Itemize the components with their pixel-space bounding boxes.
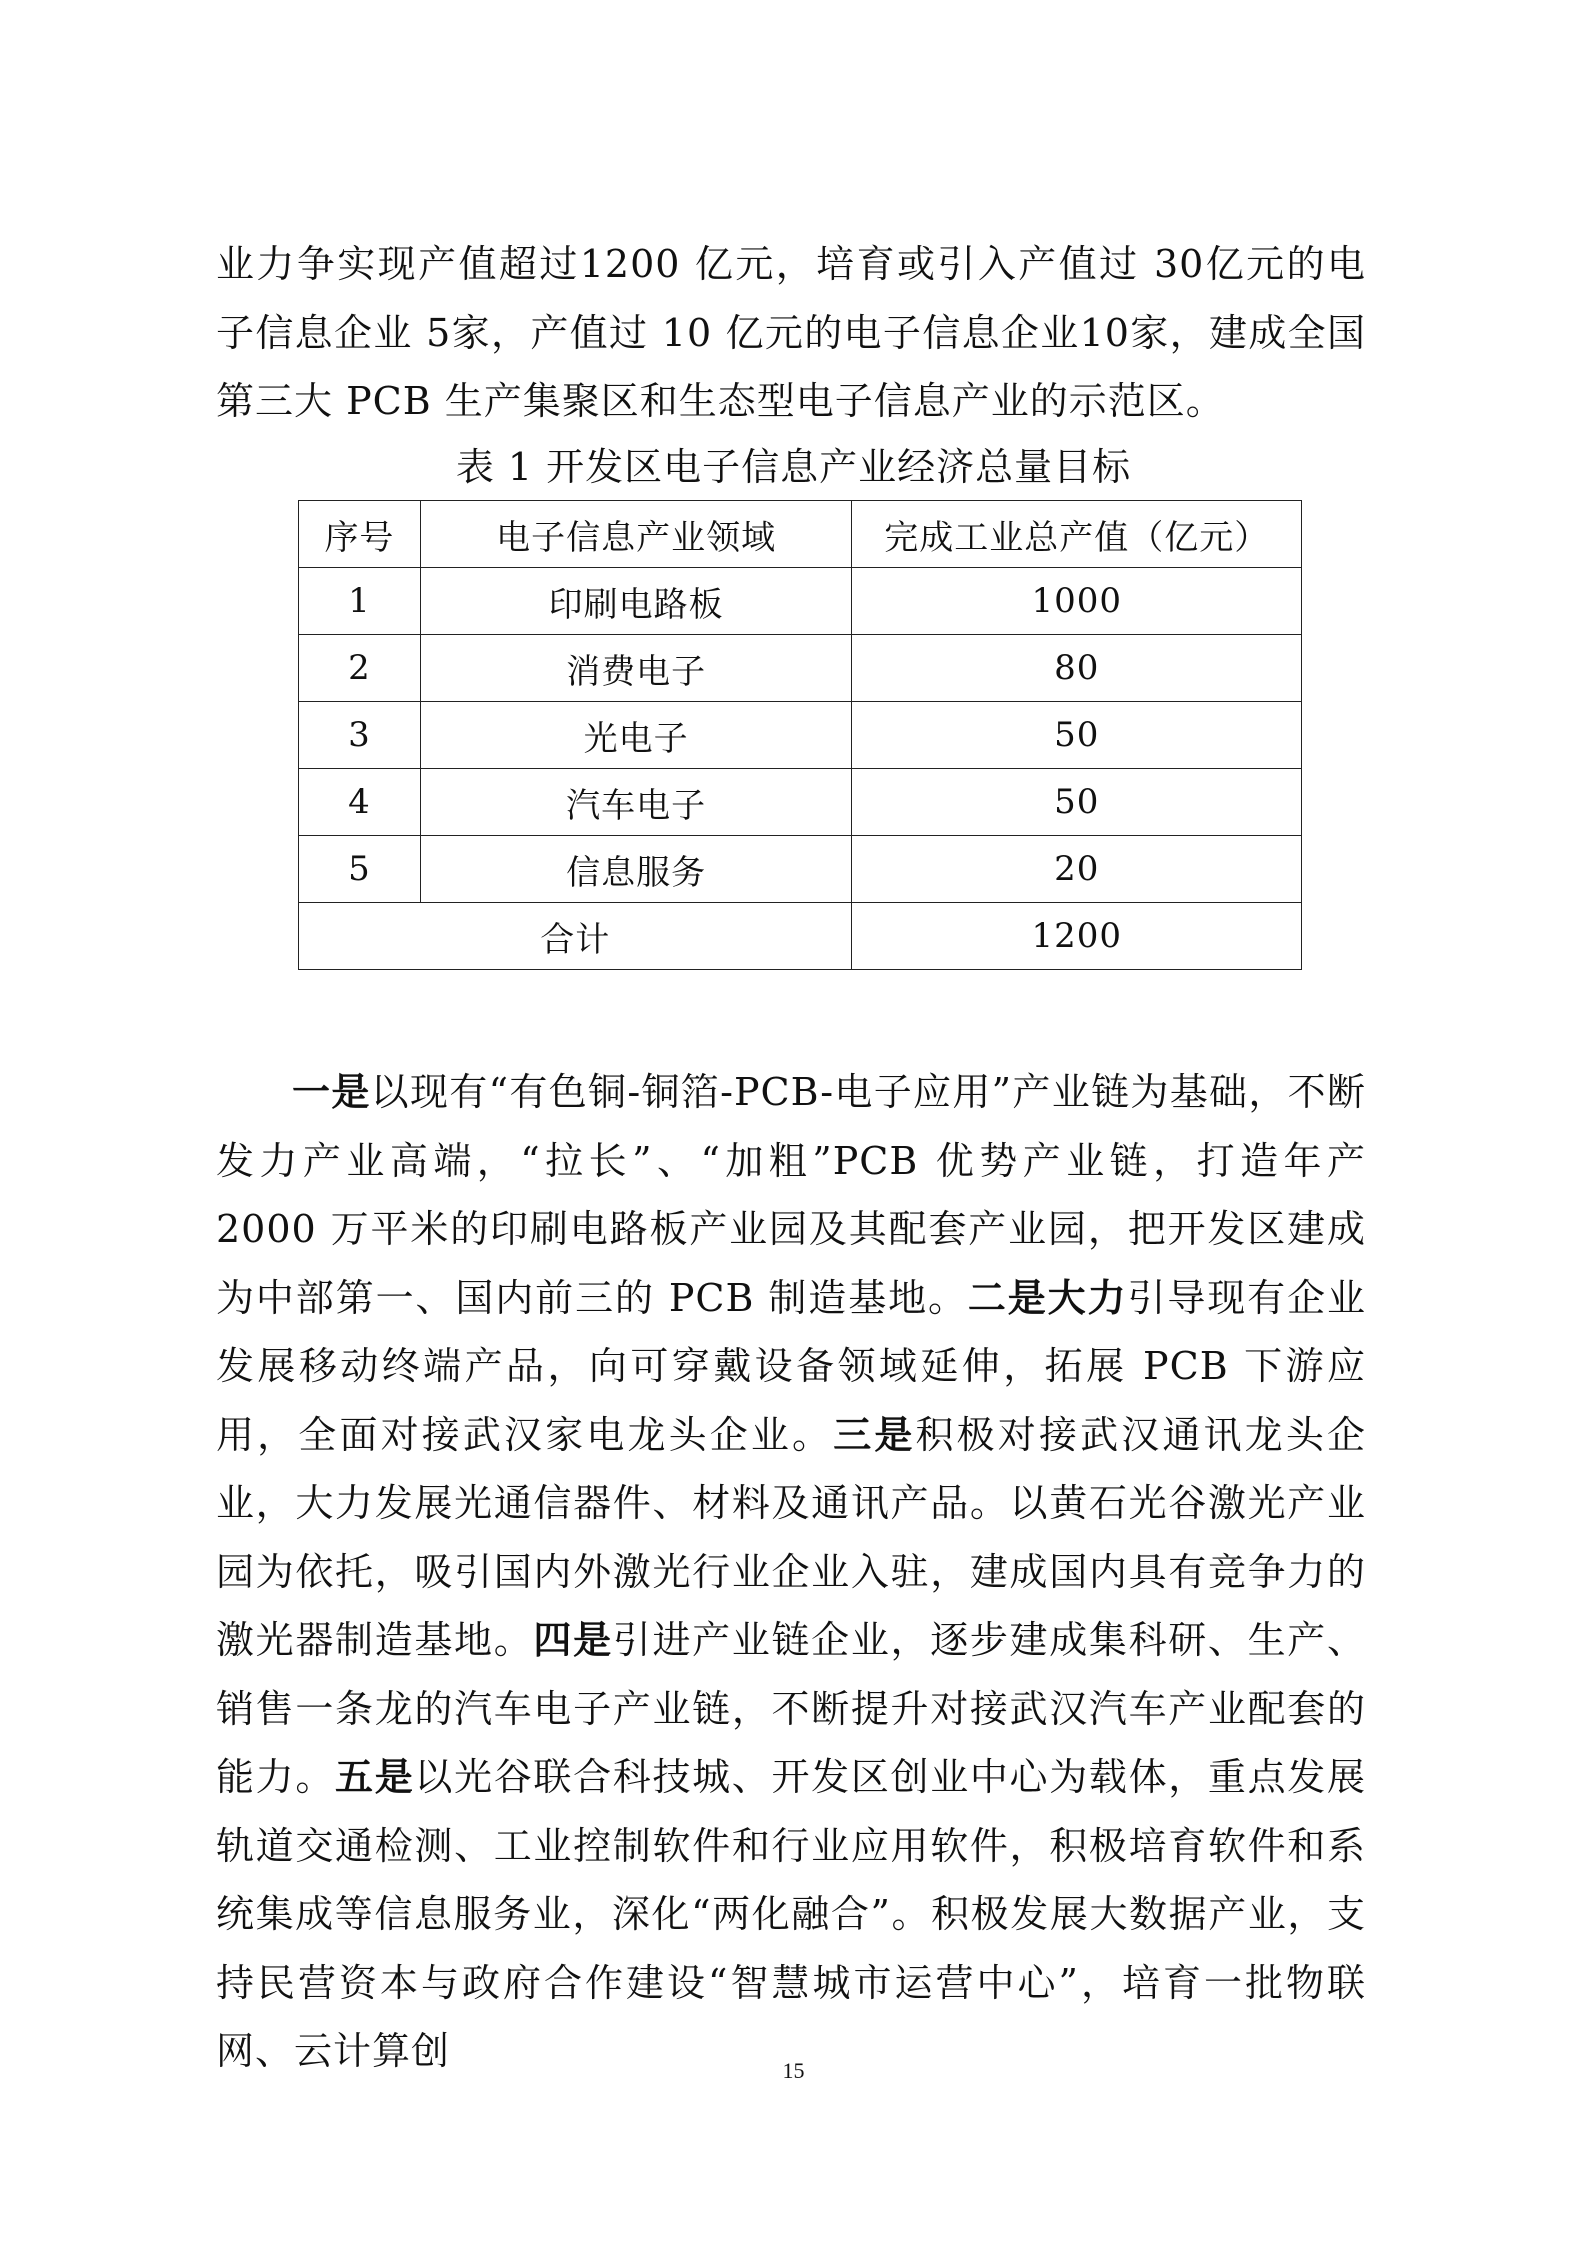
header-output-value: 完成工业总产值（亿元）: [852, 501, 1302, 568]
body-paragraph: [216, 1058, 1366, 2086]
keyword-fifth: 五是: [335, 1754, 415, 1799]
keyword-second: 二是大力: [967, 1274, 1128, 1320]
table-row: [299, 635, 1302, 702]
row-output-value: 50: [852, 702, 1302, 769]
table-header-row: [299, 501, 1302, 568]
table-total-row: [299, 903, 1302, 970]
table-row: [299, 836, 1302, 903]
row-serial-number: 2: [299, 635, 421, 702]
header-industry-field: 电子信息产业领域: [420, 501, 852, 568]
row-output-value: 20: [852, 836, 1302, 903]
row-output-value: 50: [852, 769, 1302, 836]
row-industry-field: 印刷电路板: [420, 568, 852, 635]
table-row: [299, 568, 1302, 635]
row-serial-number: 5: [299, 836, 421, 903]
row-serial-number: 4: [299, 769, 421, 836]
row-output-value: 1000: [852, 568, 1302, 635]
row-industry-field: 信息服务: [420, 836, 852, 903]
body-text-fifth: 以光谷联合科技城、开发区创业中心为载体，重点发展轨道交通检测、工业控制软件和行业应用软件，积极培育软件和系统集成等信息服务业，深化“两化融合”。积极发展大数据产业，支持民营资本与政府合作建设“智慧城市运营中心”，培育一批物联网、云计算创: [216, 1755, 1366, 2073]
row-serial-number: 1: [299, 568, 421, 635]
body-text-third: 积极对接武汉通讯龙头企业，大力发展光通信器件、材料及通讯产品。以黄石光谷激光产业园为依托，吸引国内外激光行业企业入驻，建成国内具有竞争力的激光器制造基地。: [216, 1412, 1366, 1662]
intro-paragraph: 业力争实现产值超过1200 亿元，培育或引入产值过 30亿元的电子信息企业 5家，产值过 10 亿元的电子信息企业10家，建成全国第三大 PCB 生产集聚区和生态型电子信息产业的示范区。: [216, 242, 1366, 423]
row-serial-number: 3: [299, 702, 421, 769]
body-text-fourth: 引进产业链企业，逐步建成集科研、生产、销售一条龙的汽车电子产业链，不断提升对接武汉汽车产业配套的能力。: [216, 1618, 1366, 1799]
page-number: 15: [782, 2058, 805, 2083]
row-industry-field: 汽车电子: [420, 769, 852, 836]
row-output-value: 80: [852, 635, 1302, 702]
industry-goals-table: [298, 500, 1302, 970]
table-row: [299, 769, 1302, 836]
total-value: 1200: [852, 903, 1302, 970]
total-label: 合计: [299, 903, 852, 970]
keyword-fourth: 四是: [533, 1617, 613, 1662]
header-serial-number: 序号: [299, 501, 421, 568]
row-industry-field: 光电子: [420, 702, 852, 769]
table-row: [299, 702, 1302, 769]
row-industry-field: 消费电子: [420, 635, 852, 702]
body-text-first: 以现有“有色铜-铜箔-PCB-电子应用”产业链为基础，不断发力产业高端，“拉长”、“加粗”PCB 优势产业链，打造年产 2000 万平米的印刷电路板产业园及其配套产业园，把开发区建成为中部第一、国内前三的 PCB 制造基地。: [216, 1070, 1366, 1320]
table-caption: 表 1 开发区电子信息产业经济总量目标: [455, 445, 1132, 489]
body-text-second: 引导现有企业发展移动终端产品，向可穿戴设备领域延伸，拓展 PCB 下游应用，全面对接武汉家电龙头企业。: [216, 1275, 1366, 1457]
keyword-third: 三是: [833, 1411, 916, 1457]
keyword-first: 一是: [292, 1069, 371, 1114]
